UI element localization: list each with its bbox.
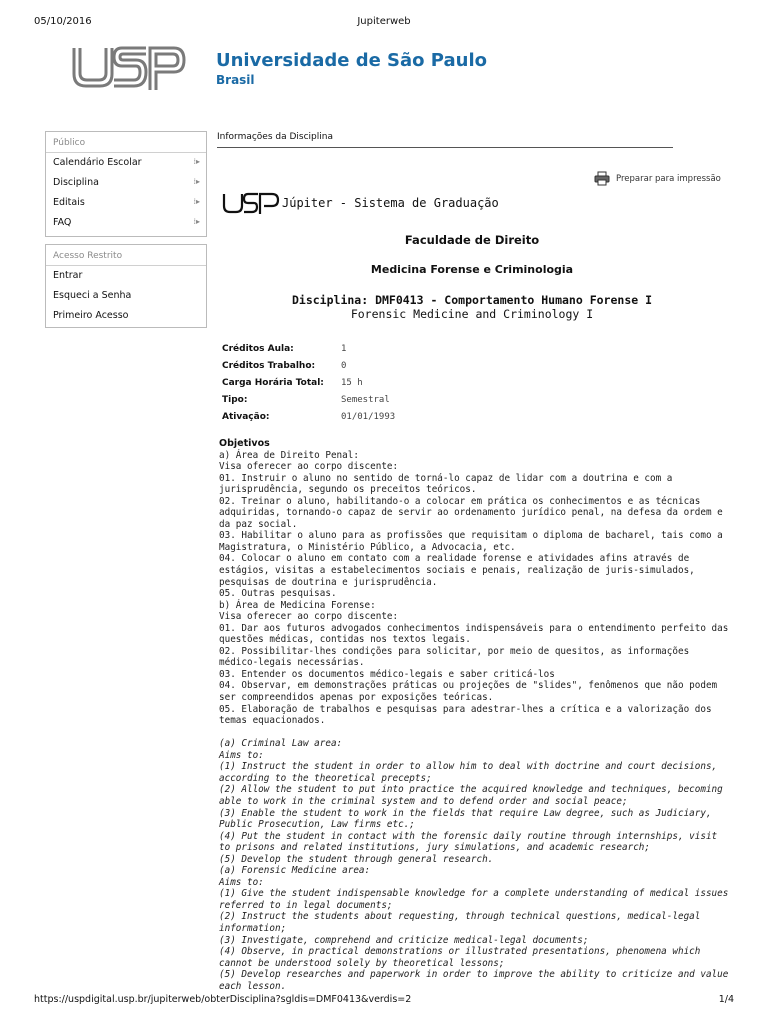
sidebar-restricted xyxy=(45,244,207,328)
sidebar-item-faq[interactable] xyxy=(46,213,206,233)
print-link-label: Preparar para impressão xyxy=(616,173,721,184)
info-label: Créditos Aula: xyxy=(222,343,294,354)
discipline-title: Disciplina: DMF0413 - Comportamento Humano Forense I xyxy=(291,293,653,307)
objectives-pt: a) Área de Direito Penal: Visa oferecer ao corpo discente: 01. Instruir o aluno no sentido de torná-lo capaz de lidar com a doutrina e com a jurisprudência, segundo os preceitos teóricos. 02. Treinar o aluno, habilitando-o a colocar em prática os conhecimentos e as técnicas adquiridas, tornando-o capaz de servir ao ordenamento jurídico penal, na defesa da ordem e da paz social. 03. Habilitar o aluno para as profissões que requisitam o diploma de bacharel, tais como a Magistratura, o Ministério Público, a Advocacia, etc. 04. Colocar o aluno em contato com a realidade forense e atividades afins através de estágios, visitas a estabelecimentos sociais e penais, realização de juris-simulados, pesquisas de doutrina e jurisprudência. 05. Outras pesquisas. b) Área de Medicina Forense: Visa oferecer ao corpo discente: 01. Dar aos futuros advogados conhecimentos indispensáveis para o entendimento perfeito das questões médicas, contidas nos textos legais. 02. Possibilitar-lhes condições para solicitar, por meio de quesitos, as informações médico-legais necessárias. 03. Entender os documentos médico-legais e saber criticá-los 04. Observar, em demonstrações práticas ou projeções de "slides", fenômenos que não podem ser compreendidos apenas por exposições teóricas. 05. Elaboração de trabalhos e pesquisas para adestrar-lhes a crítica e a valorização dos temas equacionados. xyxy=(219,449,729,727)
info-row xyxy=(222,340,395,357)
sidebar-item-label: Calendário Escolar xyxy=(53,157,142,168)
objectives-section xyxy=(219,438,729,992)
breadcrumb: Informações da Disciplina xyxy=(217,132,333,142)
info-row xyxy=(222,391,395,408)
info-row xyxy=(222,357,395,374)
info-value: 1 xyxy=(341,343,347,354)
usp-small-logo-text: USP xyxy=(222,192,224,193)
info-row xyxy=(222,374,395,391)
arrow-icon: ⁞▸ xyxy=(193,197,200,206)
sidebar-item-label: Esqueci a Senha xyxy=(53,290,132,301)
sidebar-public-title: Público xyxy=(46,132,206,153)
info-label: Ativação: xyxy=(222,411,270,422)
sidebar-item-label: Disciplina xyxy=(53,177,99,188)
objectives-en: (a) Criminal Law area: Aims to: (1) Instruct the student in order to allow him to deal with doctrine and court decisions, according to the theoretical precepts; (2) Allow the student to put into practice the acquired knowledge and techniques, becoming able to work in the criminal system and to defend order and social peace; (3) Enable the student to work in the fields that require Law degree, such as Judiciary, Public Prosecution, Law firms etc.; (4) Put the student in contact with the forensic daily routine through internships, visit to prisons and related institutions, jury simulations, and academic research; (5) Develop the student through general research. (a) Forensic Medicine area: Aims to: (1) Give the student indispensable knowledge for a complete understanding of medical issues referred to in legal documents; (2) Instruct the students about requesting, through technical questions, medical-legal information; (3) Investigate, comprehend and criticize medical-legal documents; (4) Observe, in practical demonstrations or illustrated presentations, phenomena which cannot be understood solely by theoretical lessons; (5) Develop researches and paperwork in order to improve the ability to criticize and value each lesson. xyxy=(219,738,729,992)
university-country: Brasil xyxy=(216,73,255,87)
sidebar-item-label: Editais xyxy=(53,197,85,208)
sidebar-item-entrar[interactable] xyxy=(46,266,206,286)
sidebar-item-label: Primeiro Acesso xyxy=(53,310,129,321)
sidebar-item-editais[interactable] xyxy=(46,193,206,213)
discipline-info-table xyxy=(222,340,395,425)
usp-logo-text: USP xyxy=(70,44,72,45)
sidebar-item-label: FAQ xyxy=(53,217,72,228)
faculty-name: Faculdade de Direito xyxy=(404,233,540,247)
usp-logo[interactable] xyxy=(70,44,188,90)
arrow-icon: ⁞▸ xyxy=(193,177,200,186)
info-value: 01/01/1993 xyxy=(341,411,396,422)
info-value: Semestral xyxy=(341,394,390,405)
info-label: Créditos Trabalho: xyxy=(222,360,316,371)
info-value: 15 h xyxy=(341,377,363,388)
sidebar-public xyxy=(45,131,207,237)
print-title: Jupiterweb xyxy=(357,16,411,27)
sidebar-restricted-title: Acesso Restrito xyxy=(46,245,206,266)
print-link[interactable] xyxy=(594,171,721,186)
university-name: Universidade de São Paulo xyxy=(216,50,488,71)
print-url: https://uspdigital.usp.br/jupiterweb/obterDisciplina?sgldis=DMF0413&verdis=2 xyxy=(34,994,412,1005)
sidebar-item-disciplina[interactable] xyxy=(46,173,206,193)
printer-icon xyxy=(594,171,610,186)
objectives-heading: Objetivos xyxy=(219,438,270,449)
print-date: 05/10/2016 xyxy=(34,16,92,27)
jupiter-header xyxy=(222,192,499,214)
print-page-number: 1/4 xyxy=(718,994,734,1005)
sidebar-item-label: Entrar xyxy=(53,270,83,281)
info-label: Tipo: xyxy=(222,394,248,405)
breadcrumb-divider xyxy=(217,147,673,148)
sidebar-item-calendario[interactable] xyxy=(46,153,206,173)
info-value: 0 xyxy=(341,360,347,371)
arrow-icon: ⁞▸ xyxy=(193,217,200,226)
discipline-english-title: Forensic Medicine and Criminology I xyxy=(350,307,594,321)
sidebar-item-esqueci-senha[interactable] xyxy=(46,286,206,306)
jupiter-title: Júpiter - Sistema de Graduação xyxy=(282,196,499,210)
university-header xyxy=(216,50,487,87)
department-name: Medicina Forense e Criminologia xyxy=(370,263,574,276)
arrow-icon: ⁞▸ xyxy=(193,157,200,166)
sidebar-item-primeiro-acesso[interactable] xyxy=(46,306,206,326)
usp-small-logo xyxy=(222,192,280,214)
info-label: Carga Horária Total: xyxy=(222,377,324,388)
info-row xyxy=(222,408,395,425)
